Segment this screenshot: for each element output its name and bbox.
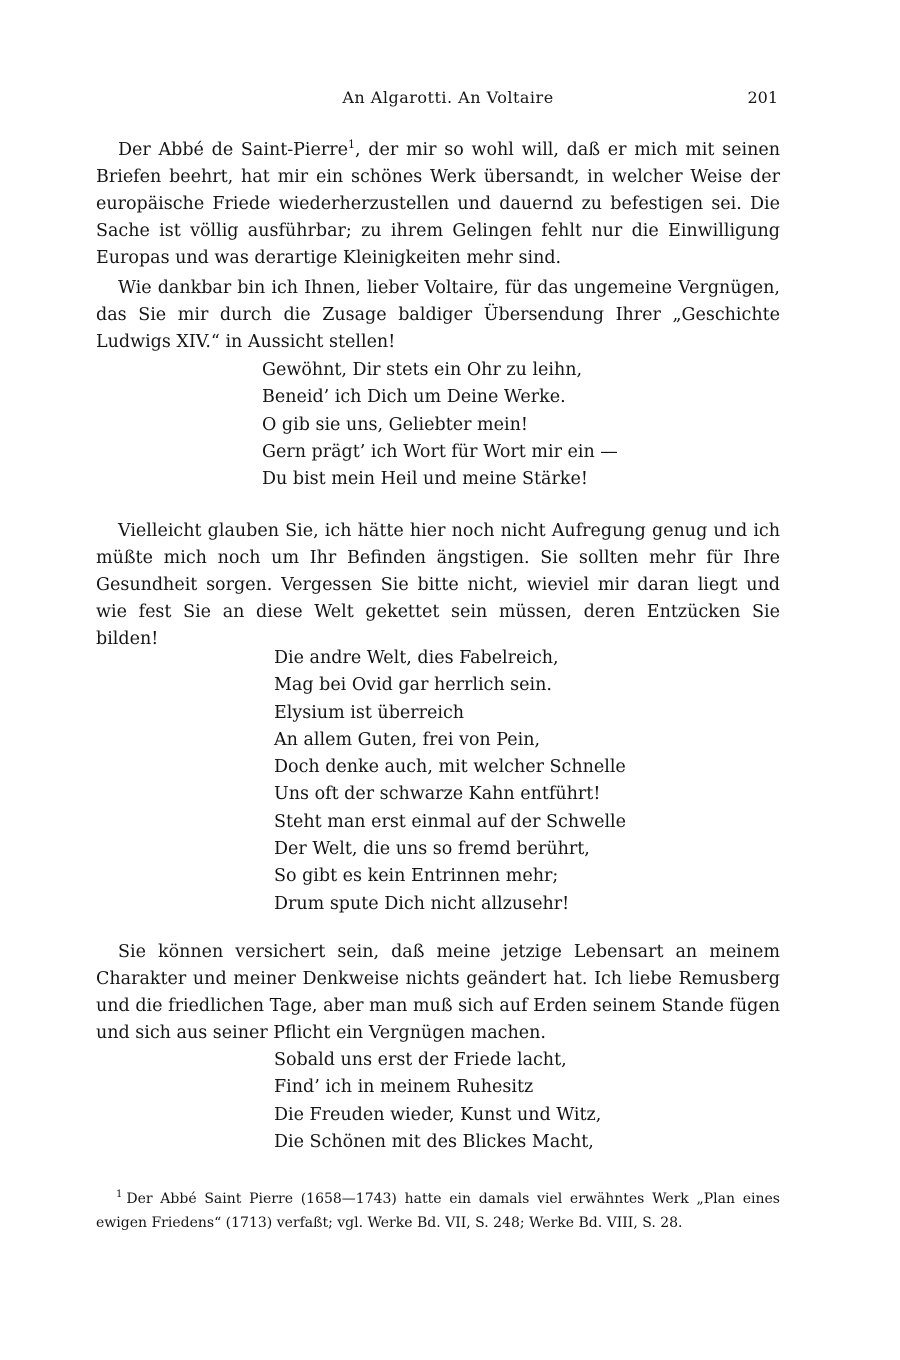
verse-line: Gern prägt’ ich Wort für Wort mir ein — xyxy=(262,441,618,462)
verse-line: Sobald uns erst der Friede lacht, xyxy=(274,1050,567,1070)
paragraph-1-text: Der Abbé de Saint-Pierre xyxy=(118,140,348,160)
verse-line: Steht man erst einmal auf der Schwelle xyxy=(274,811,626,832)
verse-line: Uns oft der schwarze Kahn entführt! xyxy=(274,784,601,805)
verse-line: So gibt es kein Entrinnen mehr; xyxy=(274,866,559,887)
footnote-reference: 1 xyxy=(347,138,355,152)
paragraph-4 xyxy=(96,939,780,1047)
paragraph-1-rest: , der mir so wohl will, daß er mich mit seinen Briefen beehrt, hat mir ein schönes Werk übersandt, in welcher Weise der europäische Friede wiederherzustellen und dauernd zu befestigen sei. Die Sache ist völlig ausführbar; zu ihrem Gelingen fehlt nur die Einwilligung Europas und was derartige Kleinigkeiten mehr sind. xyxy=(96,140,780,268)
verse-2 xyxy=(274,645,626,918)
paragraph-1 xyxy=(96,137,780,272)
footnote xyxy=(96,1187,780,1235)
paragraph-4-text: Sie können versichert sein, daß meine jetzige Lebensart an meinem Charakter und meiner Denkweise nichts geändert hat. Ich liebe Remusberg und die friedlichen Tage, aber man muß sich auf Erden seinem Stande fügen und sich aus seiner Pflicht ein Vergnügen machen. xyxy=(96,942,780,1043)
running-header xyxy=(118,88,778,114)
verse-line: Die Freuden wieder, Kunst und Witz, xyxy=(274,1104,602,1125)
verse-line: Gewöhnt, Dir stets ein Ohr zu leihn, xyxy=(262,360,583,380)
verse-line: Du bist mein Heil und meine Stärke! xyxy=(262,469,588,490)
verse-line: Die andre Welt, dies Fabelreich, xyxy=(274,648,559,668)
verse-1 xyxy=(262,357,618,493)
paragraph-2 xyxy=(96,275,780,356)
verse-line: Die Schönen mit des Blickes Macht, xyxy=(274,1131,594,1152)
paragraph-2-text: Wie dankbar bin ich Ihnen, lieber Voltaire, für das ungemeine Vergnügen, das Sie mir durch die Zusage baldiger Übersendung Ihrer „Geschichte Ludwigs XIV.“ in Aussicht stellen! xyxy=(96,278,780,352)
verse-line: Find’ ich in meinem Ruhesitz xyxy=(274,1077,534,1098)
page-number: 201 xyxy=(747,88,778,107)
paragraph-3 xyxy=(96,518,780,653)
verse-line: O gib sie uns, Geliebter mein! xyxy=(262,414,528,435)
verse-line: Der Welt, die uns so fremd berührt, xyxy=(274,839,590,860)
verse-line: Beneid’ ich Dich um Deine Werke. xyxy=(262,387,566,408)
paragraph-3-text: Vielleicht glauben Sie, ich hätte hier noch nicht Aufregung genug und ich müßte mich noch um Ihr Befinden ängstigen. Sie sollten mehr für Ihre Gesundheit sorgen. Vergessen Sie bitte nicht, wieviel mir daran liegt und wie fest Sie an diese Welt gekettet sein müssen, deren Entzücken Sie bilden! xyxy=(96,521,780,649)
running-title: An Algarotti. An Voltaire xyxy=(342,88,554,107)
footnote-marker: 1 xyxy=(116,1189,123,1201)
verse-line: Drum spute Dich nicht allzusehr! xyxy=(274,893,570,914)
verse-line: Mag bei Ovid gar herrlich sein. xyxy=(274,675,552,696)
verse-3 xyxy=(274,1047,601,1156)
verse-line: Elysium ist überreich xyxy=(274,702,465,723)
verse-line: Doch denke auch, mit welcher Schnelle xyxy=(274,757,626,778)
footnote-text: Der Abbé Saint Pierre (1658—1743) hatte ein damals viel erwähntes Werk „Plan eines ewigen Friedens“ (1713) verfaßt; vgl. Werke Bd. VII, S. 248; Werke Bd. VIII, S. 28. xyxy=(96,1191,780,1231)
verse-line: An allem Guten, frei von Pein, xyxy=(274,729,541,750)
